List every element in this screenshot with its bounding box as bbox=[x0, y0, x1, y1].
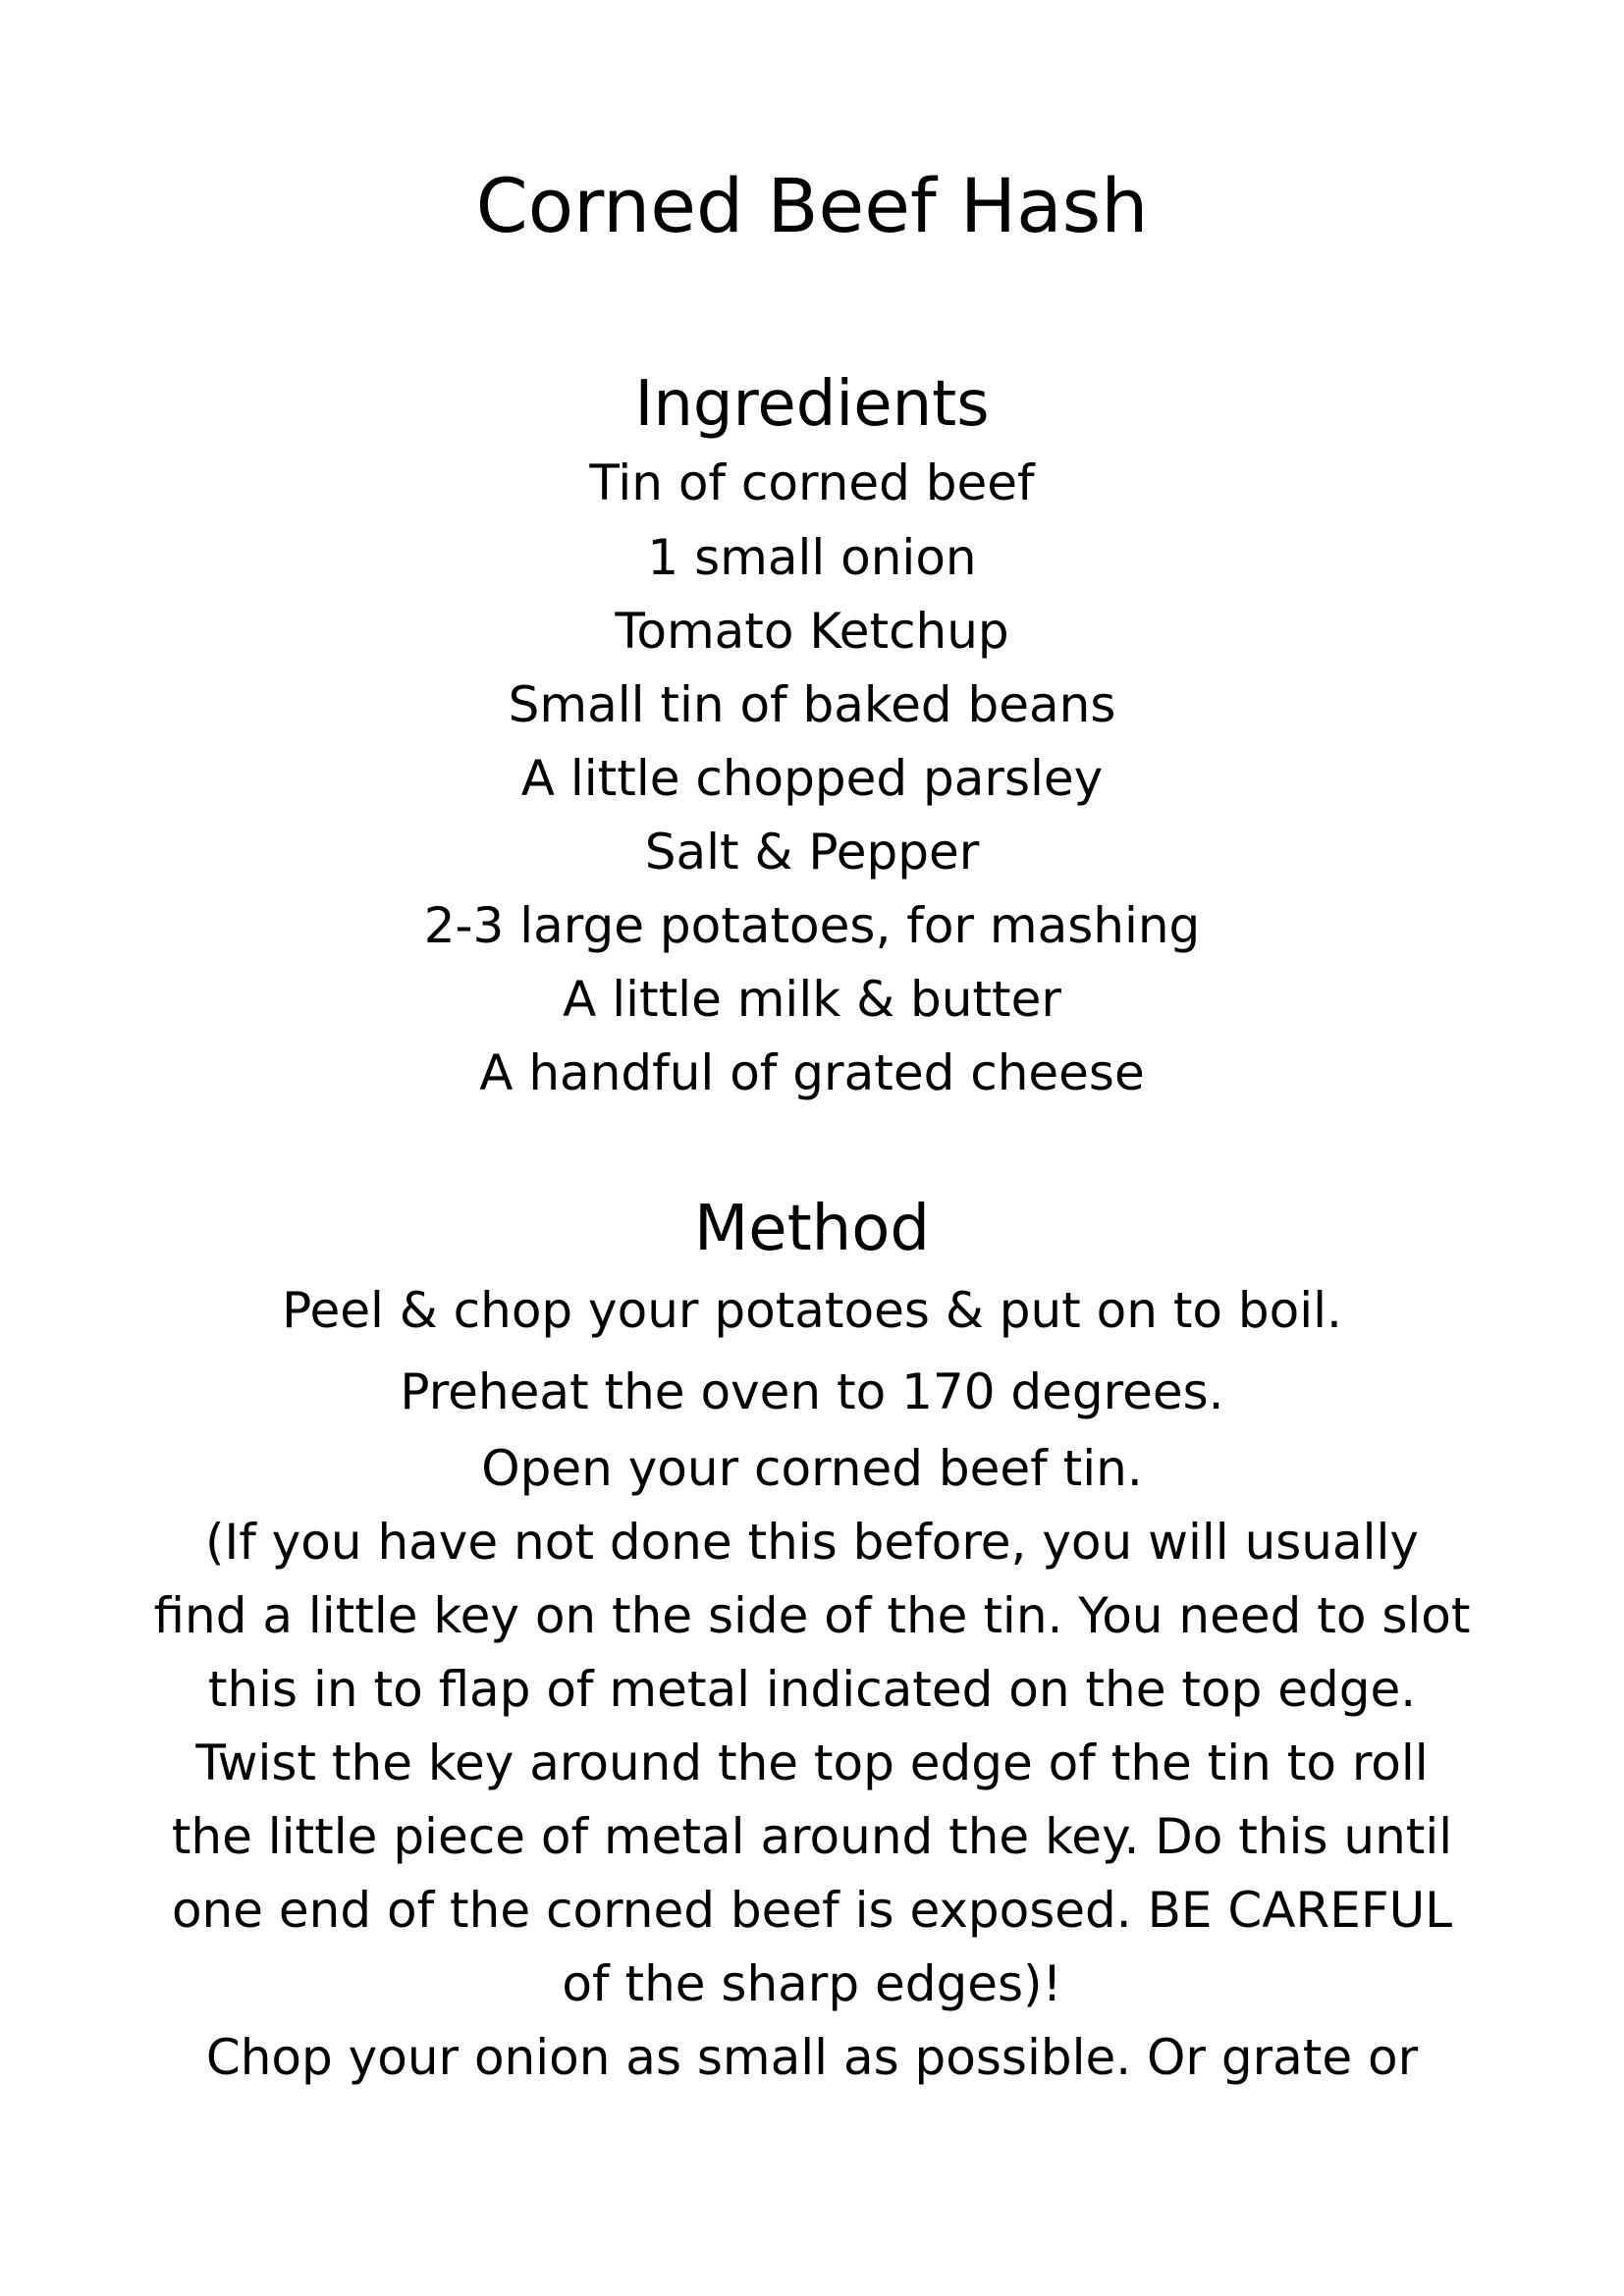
ingredient-item: Small tin of baked beans bbox=[508, 676, 1116, 733]
method-line: Chop your onion as small as possible. Or grate or bbox=[205, 2029, 1419, 2086]
method-line: Peel & chop your potatoes & put on to boil. bbox=[282, 1282, 1342, 1339]
method-line: one end of the corned beef is exposed. BE CAREFUL bbox=[171, 1882, 1453, 1939]
method-line: the little piece of metal around the key. Do this until bbox=[171, 1808, 1453, 1865]
ingredient-item: 2-3 large potatoes, for mashing bbox=[423, 897, 1201, 954]
method-heading: Method bbox=[693, 1193, 931, 1265]
method-line: of the sharp edges)! bbox=[562, 1955, 1062, 2012]
method-line: (If you have not done this before, you will usually bbox=[204, 1514, 1420, 1571]
method-line: this in to flap of metal indicated on the top edge. bbox=[207, 1661, 1417, 1718]
ingredients-heading: Ingredients bbox=[634, 368, 990, 441]
method-line: find a little key on the side of the tin. You need to slot bbox=[153, 1587, 1471, 1644]
recipe-title: Corned Beef Hash bbox=[475, 162, 1149, 249]
ingredient-item: Tomato Ketchup bbox=[615, 603, 1009, 660]
method-line: Open your corned beef tin. bbox=[481, 1440, 1143, 1497]
method-line: Twist the key around the top edge of the tin to roll bbox=[195, 1735, 1429, 1791]
method-line: Preheat the oven to 170 degrees. bbox=[400, 1363, 1224, 1420]
ingredient-item: A handful of grated cheese bbox=[479, 1044, 1145, 1101]
ingredient-item: A little milk & butter bbox=[563, 971, 1061, 1028]
ingredient-item: A little chopped parsley bbox=[520, 750, 1104, 807]
ingredient-item: Salt & Pepper bbox=[644, 824, 980, 881]
ingredient-item: Tin of corned beef bbox=[589, 454, 1035, 511]
ingredient-item: 1 small onion bbox=[647, 529, 977, 586]
